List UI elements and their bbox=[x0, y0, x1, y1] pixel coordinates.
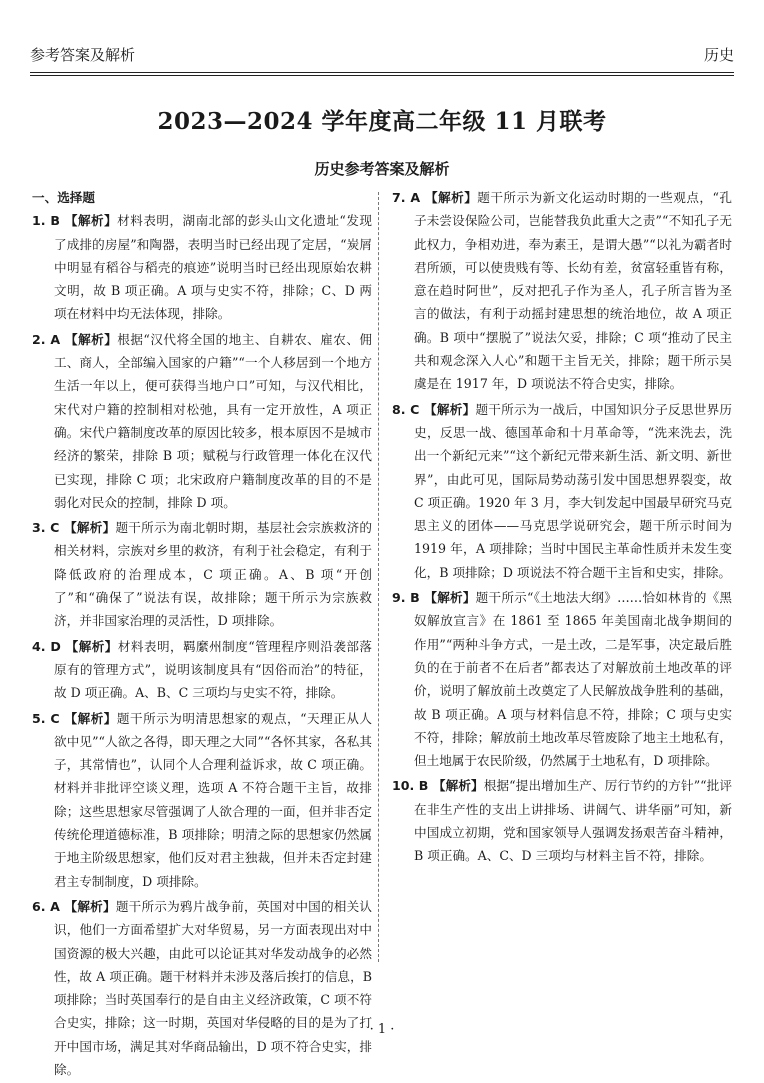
header-left: 参考答案及解析 bbox=[30, 46, 136, 64]
analysis-tag: 【解析】 bbox=[64, 898, 116, 914]
analysis-tag: 【解析】 bbox=[64, 213, 118, 229]
answer-item bbox=[32, 707, 372, 893]
analysis-text: 题干所示为一战后，中国知识分子反思世界历史，反思一战、德国革命和十月革命等，“洗来洗去，洗出一个新纪元来”“这个新纪元带来新生活、新文明、新世界”，由此可见，国际局势动荡引发中国思想界裂变，故 C 项正确。1920 年 3 月，李大钊发起中国最早研究马克思主义的团体——马克思学说研究会，题干所示时间为 1919 年，A 项排除；当时中国民主革命性质并未发生变化，B 项排除；D 项说法不符合题干主旨和史实，排除。 bbox=[414, 401, 733, 580]
answer-item bbox=[32, 209, 372, 325]
answer-number: 1. B bbox=[32, 213, 65, 229]
analysis-text: 材料表明，湖南北部的彭头山文化遗址“发现了成排的房屋”和陶器，表明当时已经出现了定居，“炭屑中明显有稻谷与稻壳的痕迹”说明当时已经出现原始农耕文明，故 B 项正确。A 项与史实不符，排除；C、D 两项在材料中均无法体现，排除。 bbox=[54, 213, 372, 322]
answer-item bbox=[32, 328, 372, 514]
answer-number: 7. A bbox=[392, 190, 426, 205]
header-rule-thick bbox=[30, 72, 734, 73]
analysis-tag: 【解析】 bbox=[424, 401, 476, 417]
answer-item bbox=[32, 895, 372, 1081]
answer-item bbox=[392, 774, 732, 867]
section-heading: 一、选择题 bbox=[32, 190, 95, 205]
exam-title: 2023—2024 学年度高二年级 11 月联考 bbox=[157, 108, 607, 135]
analysis-tag: 【解析】 bbox=[64, 520, 116, 536]
analysis-text: 根据“提出增加生产、厉行节约的方针”“批评在非生产性的支出上讲排场、讲阔气、讲华丽”可知，新中国成立初期，党和国家领导人强调发扬艰苦奋斗精神，B 项正确。A、C、D 三项均与材料主旨不符，排除。 bbox=[414, 778, 732, 864]
answer-number: 6. A bbox=[32, 898, 65, 914]
answer-number: 9. B bbox=[392, 590, 425, 606]
analysis-tag: 【解析】 bbox=[432, 778, 484, 794]
answer-item bbox=[392, 186, 732, 396]
answer-number: 4. D bbox=[32, 638, 66, 654]
answer-item bbox=[32, 635, 372, 705]
analysis-text: 题干所示为新文化运动时期的一些观点，“孔子未尝设保险公司，岂能替我负此重大之责”“不知孔子无此权力，争相劝进，奉为素王，是谓大愚”“以礼为霸者时君所颁，可以使贵贱有等、长幼有差，贫富轻重皆有称，意在趋时阿世”，反对把孔子作为圣人，孔子所言皆为圣言的做法，有利于动摇封建思想的统治地位，故 A 项正确。B 项中“摆脱了”说法欠妥，排除；C 项“推动了民主共和观念深入人心”和题干主旨无关，排除；题干所示吴虞是在 1917 年，D 项说法不符合史实，排除。 bbox=[414, 190, 733, 392]
header-subject: 历史 bbox=[703, 46, 734, 64]
analysis-tag: 【解析】 bbox=[425, 190, 478, 205]
answer-number: 8. C bbox=[392, 401, 425, 417]
analysis-text: 根据“汉代将全国的地主、自耕农、雇农、佣工、商人，全部编入国家的户籍”“一个人移居到一个地方生活一年以上，便可获得当地户口”可知，与汉代相比，宋代对户籍的控制相对松弛，具有一定开放性，A 项正确。宋代户籍制度改革的原因比较多，根本原因不是城市经济的繁荣，排除 B 项；赋税与行政管理一体化在汉代已实现，排除 C 项；北宋政府户籍制度改革的目的不是弱化对民众的控制，排除 D 项。 bbox=[54, 331, 373, 510]
answer-number: 5. C bbox=[32, 710, 65, 726]
analysis-text: 题干所示为明清思想家的观点，“天理正从人欲中见”“人欲之各得，即天理之大同”“各怀其家，各私其子，其常情也”，认同个人合理利益诉求，故 C 项正确。材料并非批评空谈义理，选项 A 不符合题干主旨，故排除；这些思想家尽管强调了人欲合理的一面，但并非否定传统伦理道德标准，B 项排除；明清之际的思想家仍然属于地主阶级思想家，他们反对君主独裁，但并未否定封建君主专制制度，D 项排除。 bbox=[54, 710, 372, 889]
column-divider bbox=[378, 192, 379, 962]
page-number: · 1 · bbox=[369, 1022, 395, 1037]
answer-number: 10. B bbox=[392, 778, 433, 794]
analysis-text: 题干所示为鸦片战争前，英国对中国的相关认识，他们一方面希望扩大对华贸易，另一方面表现出对中国资源的极大兴趣，由此可以论证其对华发动战争的必然性，故 A 项正确。题干材料并未涉及落后挨打的信息，B 项排除；当时英国奉行的是自由主义经济政策，C 项不符合史实，排除；这一时期，英国对华侵略的目的是为了打开中国市场，满足其对华商品输出，D 项不符合史实，排除。 bbox=[54, 898, 373, 1077]
analysis-text: 材料表明，羁縻州制度“管理程序则沿袭部落原有的管理方式”，说明该制度具有“因俗而治”的特征，故 D 项正确。A、B、C 三项均与史实不符，排除。 bbox=[54, 638, 372, 701]
answer-number: 2. A bbox=[32, 331, 66, 347]
analysis-tag: 【解析】 bbox=[65, 638, 118, 654]
analysis-tag: 【解析】 bbox=[65, 331, 118, 347]
analysis-text: 题干所示为南北朝时期，基层社会宗族救济的相关材料，宗族对乡里的救济，有利于社会稳定，有利于降低政府的治理成本，C 项正确。A、B 项“开创了”和“确保了”说法有误，故排除；题干所示为宗族救济，并非国家治理的灵活性，D 项排除。 bbox=[54, 520, 373, 629]
analysis-tag: 【解析】 bbox=[424, 590, 476, 606]
left-column bbox=[32, 186, 372, 1083]
answer-item bbox=[392, 586, 732, 772]
answer-item bbox=[32, 516, 372, 632]
analysis-text: 题干所示“《土地法大纲》……恰如林肯的《黑奴解放宣言》在 1861 至 1865 年美国南北战争期间的作用”“两种斗争方式，一是土改，二是军事，决定最后胜负的在于前者不在后者”都表达了对解放前土地改革的评价，说明了解放前土改奠定了人民解放战争胜利的基础，故 B 项正确。A 项与材料信息不符，排除；C 项与史实不符，排除；解放前土地改革尽管废除了地主土地私有，但土地属于农民阶级，仍然属于土地私有，D 项排除。 bbox=[414, 590, 733, 769]
running-header bbox=[30, 44, 734, 65]
answer-item bbox=[392, 398, 732, 584]
header-rule-thin bbox=[30, 75, 734, 76]
answer-subtitle: 历史参考答案及解析 bbox=[314, 160, 450, 178]
analysis-tag: 【解析】 bbox=[64, 710, 117, 726]
answer-number: 3. C bbox=[32, 520, 65, 536]
right-column bbox=[392, 186, 732, 870]
